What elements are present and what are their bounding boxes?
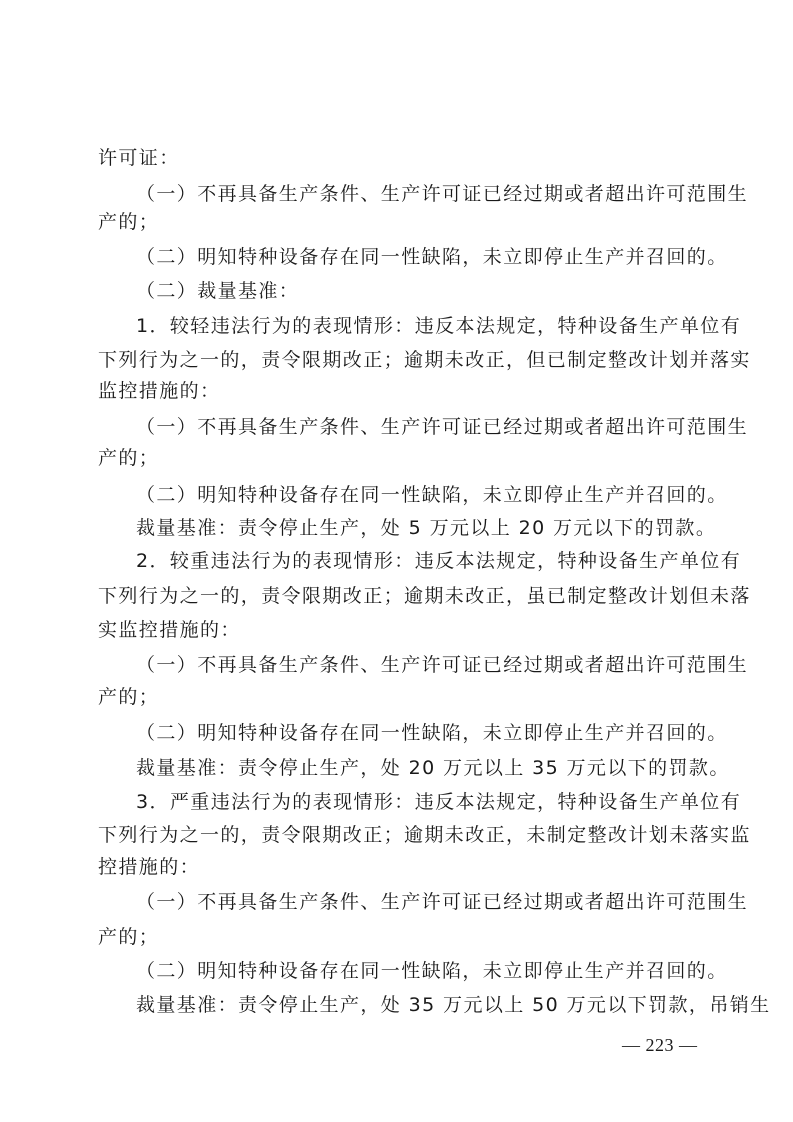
text-line: 1．较轻违法行为的表现情形：违反本法规定，特种设备生产单位有 — [136, 315, 742, 337]
text-line: 产的； — [98, 447, 160, 469]
text-line: 产的； — [98, 211, 160, 233]
text-line: （二）明知特种设备存在同一性缺陷，未立即停止生产并召回的。 — [136, 722, 728, 744]
section-heading: （二）裁量基准： — [136, 280, 300, 302]
text-line: 控措施的： — [98, 856, 201, 878]
page-number: — 223 — — [622, 1035, 698, 1055]
text-line: 许可证： — [98, 147, 180, 169]
text-line: 监控措施的： — [98, 380, 221, 402]
text-line: 实监控措施的： — [98, 619, 241, 641]
text-line: （一）不再具备生产条件、生产许可证已经过期或者超出许可范围生 — [136, 654, 749, 676]
text-line: 下列行为之一的，责令限期改正；逾期未改正，未制定整改计划未落实监 — [98, 824, 751, 846]
text-line: 下列行为之一的，责令限期改正；逾期未改正，但已制定整改计划并落实 — [98, 349, 751, 371]
text-line: 3．严重违法行为的表现情形：违反本法规定，特种设备生产单位有 — [136, 791, 742, 813]
text-line: （二）明知特种设备存在同一性缺陷，未立即停止生产并召回的。 — [136, 246, 728, 268]
text-line: 裁量基准：责令停止生产，处 5 万元以上 20 万元以下的罚款。 — [136, 517, 717, 539]
text-line: 产的； — [98, 686, 160, 708]
text-line: 裁量基准：责令停止生产，处 20 万元以上 35 万元以下的罚款。 — [136, 757, 730, 779]
text-line: （一）不再具备生产条件、生产许可证已经过期或者超出许可范围生 — [136, 416, 749, 438]
text-line: （二）明知特种设备存在同一性缺陷，未立即停止生产并召回的。 — [136, 960, 728, 982]
text-line: 产的； — [98, 926, 160, 948]
text-line: 裁量基准：责令停止生产，处 35 万元以上 50 万元以下罚款，吊销生 — [136, 994, 771, 1016]
text-line: 下列行为之一的，责令限期改正；逾期未改正，虽已制定整改计划但未落 — [98, 585, 751, 607]
text-line: （二）明知特种设备存在同一性缺陷，未立即停止生产并召回的。 — [136, 484, 728, 506]
text-line: （一）不再具备生产条件、生产许可证已经过期或者超出许可范围生 — [136, 183, 749, 205]
text-line: 2．较重违法行为的表现情形：违反本法规定，特种设备生产单位有 — [136, 550, 742, 572]
text-line: （一）不再具备生产条件、生产许可证已经过期或者超出许可范围生 — [136, 891, 749, 913]
